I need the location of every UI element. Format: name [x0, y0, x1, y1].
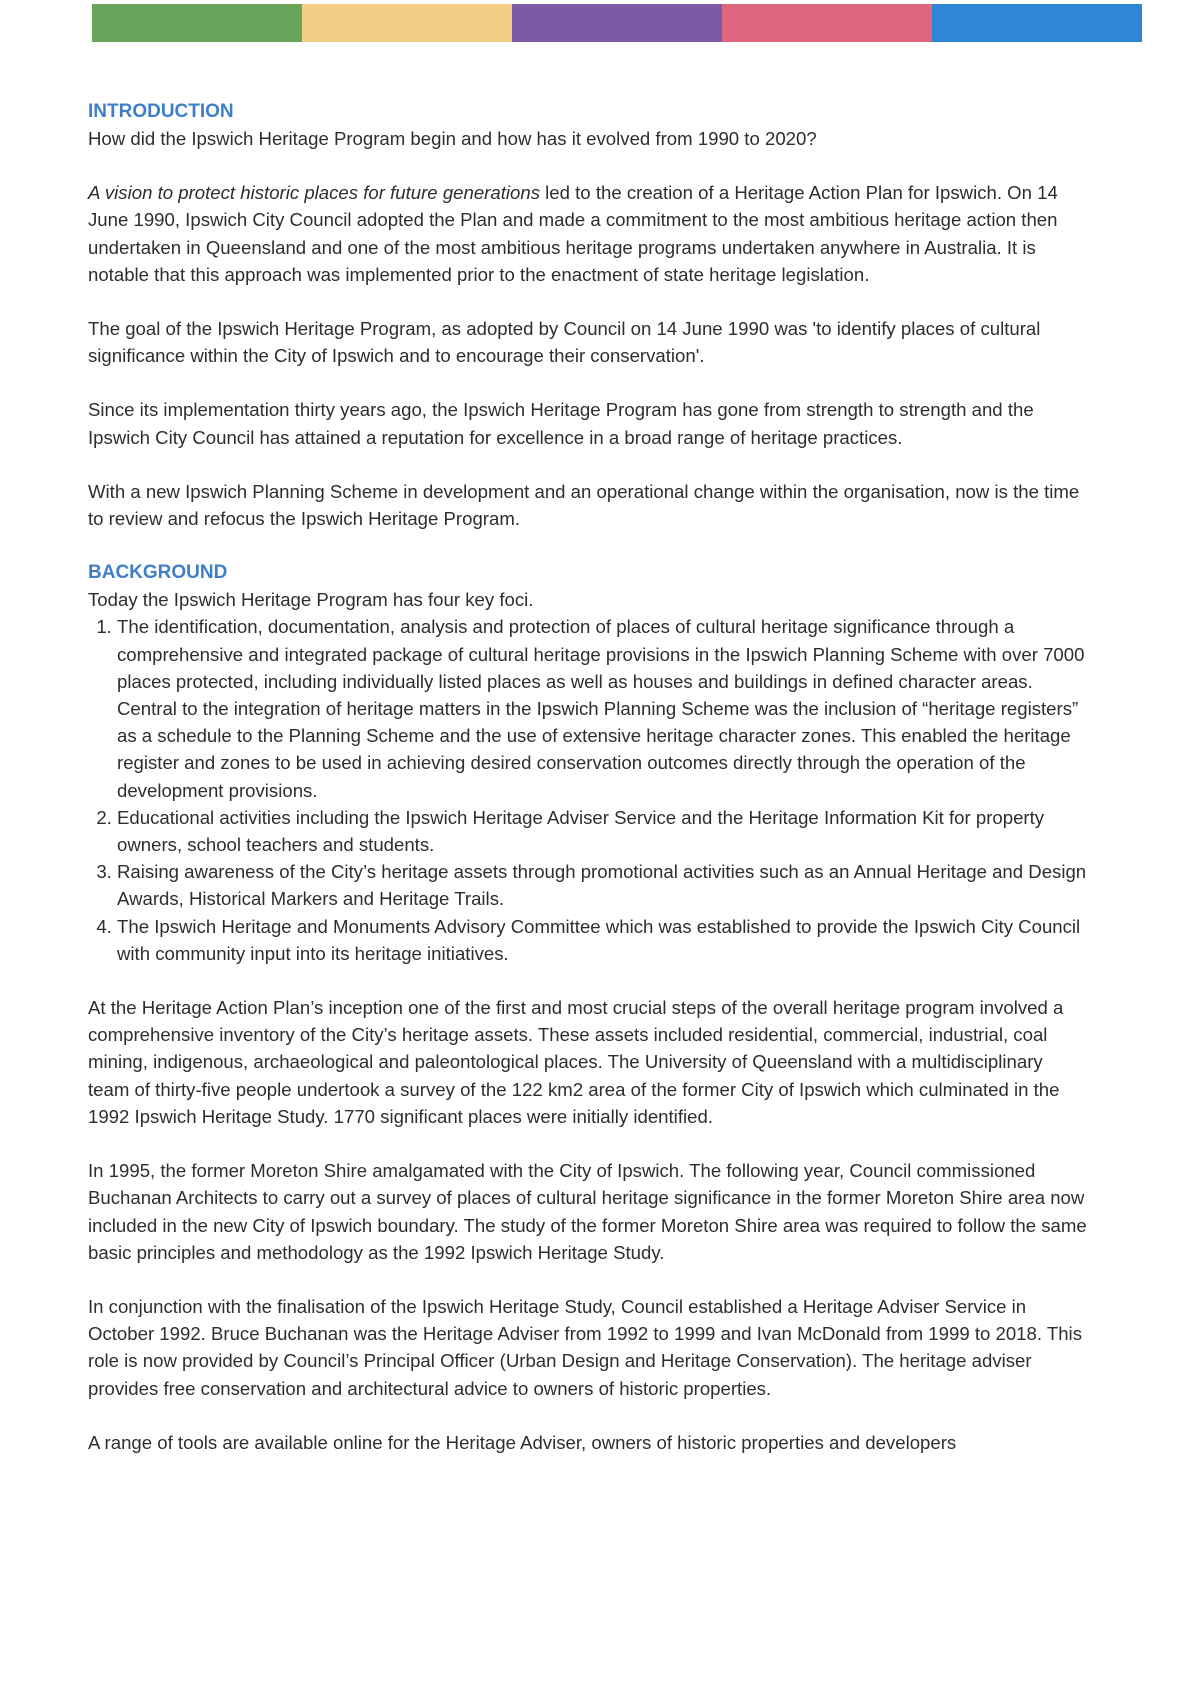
header-color-bar — [92, 4, 1142, 42]
foci-list-item: 2. Educational activities including the Ipswich Heritage Adviser Service and the Heritage Information Kit for property owners, school teachers and students. — [117, 804, 1088, 858]
foci-list — [88, 613, 1088, 967]
foci-list-item: 3. Raising awareness of the City’s heritage assets through promotional activities such as an Annual Heritage and Design Awards, Historical Markers and Heritage Trails. — [117, 858, 1088, 912]
introduction-paragraph-2: The goal of the Ipswich Heritage Program, as adopted by Council on 14 June 1990 was 'to identify places of cultural significance within the City of Ipswich and to encourage their conservation'. — [88, 318, 1041, 367]
background-heading: BACKGROUND — [88, 562, 228, 584]
foci-list-item: 1. The identification, documentation, analysis and protection of places of cultural heritage significance through a comprehensive and integrated package of cultural heritage provisions in the Ipswich Planning Scheme with over 7000 places protected, including individually listed places as well as houses and buildings in defined character areas. Central to the integration of heritage matters in the Ipswich Planning Scheme was the inclusion of “heritage registers” as a schedule to the Planning Scheme and the use of extensive heritage character zones. This enabled the heritage register and zones to be used in achieving desired conservation outcomes directly through the operation of the development provisions. — [117, 613, 1088, 803]
background-intro: Today the Ipswich Heritage Program has four key foci. — [88, 589, 534, 611]
introduction-paragraph-4: With a new Ipswich Planning Scheme in development and an operational change within the organisation, now is the time to review and refocus the Ipswich Heritage Program. — [88, 480, 1080, 530]
color-bar-pink — [722, 4, 932, 42]
document-body — [88, 98, 1088, 1456]
color-bar-purple — [512, 4, 722, 42]
introduction-paragraph-3: Since its implementation thirty years ago, the Ipswich Heritage Program has gone from strength to strength and the Ipswich City Council has attained a reputation for excellence in a broad range of heritage practices. — [88, 399, 1034, 448]
background-paragraph-3: In conjunction with the finalisation of the Ipswich Heritage Study, Council established a Heritage Adviser Service in October 1992. Bruce Buchanan was the Heritage Adviser from 1992 to 1999 and Ivan McDonald from 1999 to 2018. This role is now provided by Council’s Principal Officer (Urban Design and Heritage Conservation). The heritage adviser provides free conservation and architectural advice to owners of historic properties. — [88, 1295, 1082, 1399]
introduction-paragraph-1 — [88, 179, 1088, 288]
introduction-heading: INTRODUCTION — [88, 101, 234, 122]
background-paragraph-4: A range of tools are available online for the Heritage Adviser, owners of historic properties and developers — [88, 1431, 957, 1453]
introduction-paragraph-1-rest: led to the creation of a Heritage Action Plan for Ipswich. On 14 June 1990, Ipswich City Council adopted the Plan and made a commitment to the most ambitious heritage action then undertaken in Queensland and one of the most ambitious heritage programs undertaken anywhere in Australia. It is notable that this approach was implemented prior to the enactment of state heritage legislation. — [88, 182, 1058, 285]
introduction-paragraph-1-italic: A vision to protect historic places for future generations — [88, 182, 540, 204]
introduction-question: How did the Ipswich Heritage Program begin and how has it evolved from 1990 to 2020? — [88, 128, 817, 149]
foci-list-item: 4. The Ipswich Heritage and Monuments Advisory Committee which was established to provide the Ipswich City Council with community input into its heritage initiatives. — [117, 913, 1088, 967]
color-bar-blue — [932, 4, 1142, 42]
background-paragraph-1: At the Heritage Action Plan’s inception one of the first and most crucial steps of the overall heritage program involved a comprehensive inventory of the City’s heritage assets. These assets included residential, commercial, industrial, coal mining, indigenous, archaeological and paleontological places. The University of Queensland with a multidisciplinary team of thirty-five people undertook a survey of the 122 km2 area of the former City of Ipswich which culminated in the 1992 Ipswich Heritage Study. 1770 significant places were initially identified. — [88, 997, 1064, 1127]
color-bar-yellow — [302, 4, 512, 42]
background-paragraph-2: In 1995, the former Moreton Shire amalgamated with the City of Ipswich. The following year, Council commissioned Buchanan Architects to carry out a survey of places of cultural heritage significance in the former Moreton Shire area now included in the new City of Ipswich boundary. The study of the former Moreton Shire area was required to follow the same basic principles and methodology as the 1992 Ipswich Heritage Study. — [88, 1160, 1087, 1263]
color-bar-green — [92, 4, 302, 42]
